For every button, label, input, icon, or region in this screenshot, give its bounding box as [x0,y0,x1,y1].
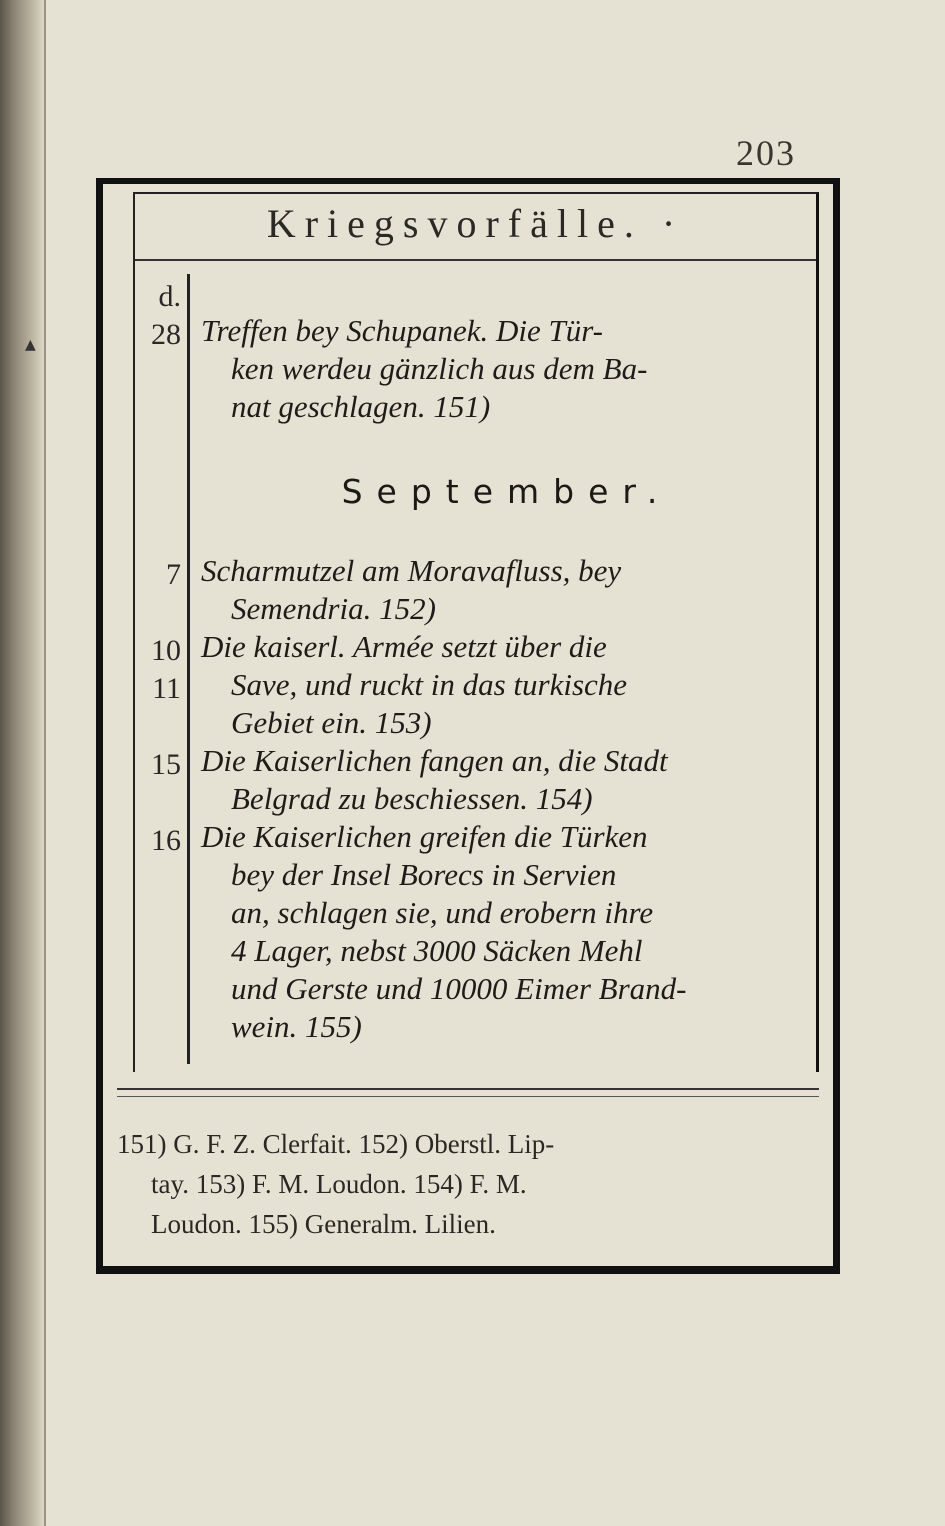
entry-line: und Gerste und 10000 Eimer Brand- [231,971,687,1006]
entry-text [201,628,812,742]
margin-mark: ▲ [25,337,36,353]
entry-line: Save, und ruckt in das turkische [231,667,628,702]
month-heading: September. [341,472,672,511]
entry-line: an, schlagen sie, und erobern ihre [231,895,654,930]
book-gutter [0,0,44,1526]
entry-line: Treffen bey Schupanek. Die Tür- [201,313,604,348]
entry-line: Semendria. 152) [231,591,436,626]
entry-date: 7 [166,558,181,591]
entry-line: wein. 155) [231,1009,362,1044]
entry-date: 15 [151,748,181,781]
entry-line: nat geschlagen. 151) [231,389,491,424]
entry-line: Belgrad zu beschiessen. 154) [231,781,593,816]
entry-text [201,742,812,818]
entry-date: 10 [151,634,181,667]
entry-date: 11 [152,672,181,705]
entry-line: Scharmutzel am Moravafluss, bey [201,553,622,588]
section-title: Kriegsvorfälle. · [266,201,685,246]
footnote-line: Loudon. 155) Generalm. Lilien. [151,1209,496,1239]
title-rule [135,259,816,261]
entry-text [201,552,812,628]
entry-text [201,818,812,1046]
chronicle-table [133,192,819,1072]
footnote-line: 151) G. F. Z. Clerfait. 152) Oberstl. Lip- [117,1129,555,1159]
footnote-line: tay. 153) F. M. Loudon. 154) F. M. [151,1169,527,1199]
page-frame [96,178,840,1274]
entry-line: 4 Lager, nebst 3000 Säcken Mehl [231,933,643,968]
entry-line: Gebiet ein. 153) [231,705,432,740]
entry-line: bey der Insel Borecs in Servien [231,857,617,892]
date-column-label: d. [158,280,181,313]
footnote-rule [117,1088,819,1090]
entry-line: Die Kaiserlichen fangen an, die Stadt [201,743,668,778]
entry-line: Die Kaiserlichen greifen die Türken [201,819,648,854]
page-number: 203 [736,133,796,173]
entry-date: 28 [151,318,181,351]
date-column-rule [187,274,190,1064]
footnotes [117,1124,819,1244]
footnote-rule-thin [117,1096,819,1097]
entry-line: ken werdeu gänzlich aus dem Ba- [231,351,648,386]
gutter-edge [44,0,46,1526]
entry-line: Die kaiserl. Armée setzt über die [201,629,607,664]
entry-text [201,312,812,426]
entry-date: 16 [151,824,181,857]
